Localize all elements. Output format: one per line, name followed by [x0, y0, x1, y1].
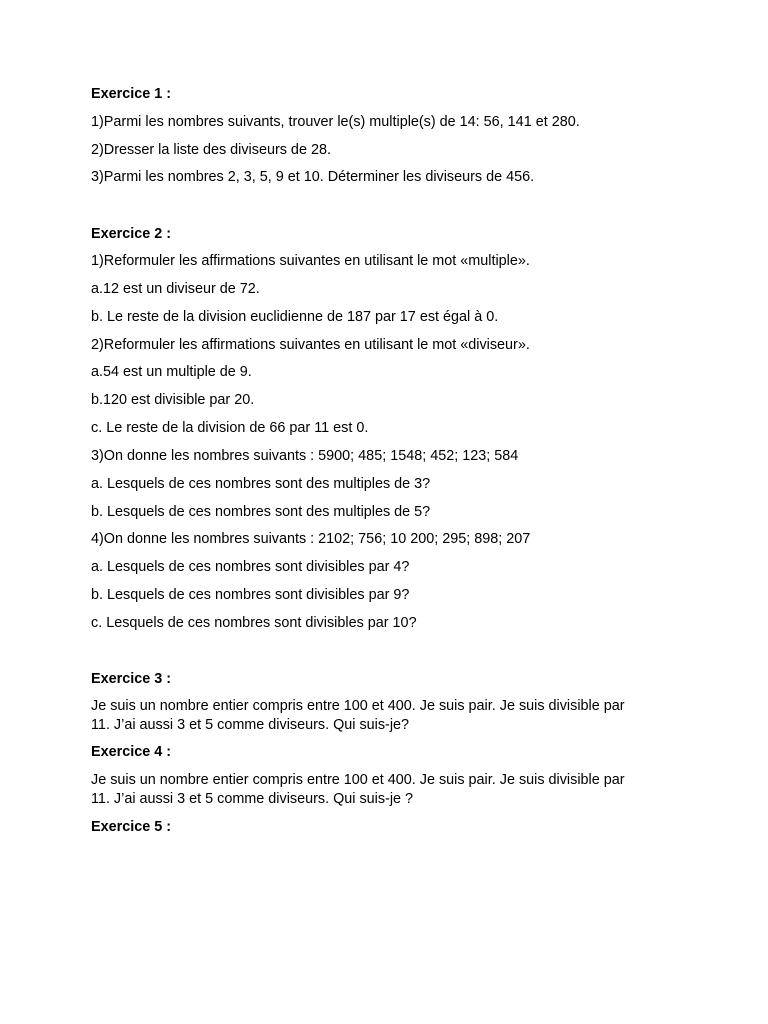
exercise-3-line-1: Je suis un nombre entier compris entre 100 et 400. Je suis pair. Je suis divisible par: [91, 698, 625, 714]
exercise-4-line-2: 11. J’ai aussi 3 et 5 comme diviseurs. Qui suis-je ?: [91, 791, 414, 807]
exercise-3-title: Exercice 3 :: [91, 671, 172, 687]
exercise-2-line-4: 2)Reformuler les affirmations suivantes en utilisant le mot «diviseur».: [91, 337, 530, 353]
exercise-2-line-1: 1)Reformuler les affirmations suivantes en utilisant le mot «multiple».: [91, 253, 530, 269]
exercise-2-line-5: a.54 est un multiple de 9.: [91, 364, 252, 380]
exercise-3-line-2: 11. J’ai aussi 3 et 5 comme diviseurs. Qui suis-je?: [91, 717, 410, 733]
exercise-1-line-1: 1)Parmi les nombres suivants, trouver le(s) multiple(s) de 14: 56, 141 et 280.: [91, 114, 580, 130]
exercise-2-line-7: c. Le reste de la division de 66 par 11 est 0.: [91, 420, 369, 436]
exercise-2-line-3: b. Le reste de la division euclidienne de 187 par 17 est égal à 0.: [91, 309, 499, 325]
exercise-2-line-12: a. Lesquels de ces nombres sont divisibles par 4?: [91, 559, 410, 575]
exercise-1-line-3: 3)Parmi les nombres 2, 3, 5, 9 et 10. Déterminer les diviseurs de 456.: [91, 169, 535, 185]
exercise-5-title: Exercice 5 :: [91, 819, 172, 835]
exercise-2-line-10: b. Lesquels de ces nombres sont des multiples de 5?: [91, 504, 431, 520]
exercise-2-line-14: c. Lesquels de ces nombres sont divisibles par 10?: [91, 615, 417, 631]
exercise-4-title: Exercice 4 :: [91, 744, 172, 760]
exercise-2-line-9: a. Lesquels de ces nombres sont des multiples de 3?: [91, 476, 431, 492]
exercise-4-line-1: Je suis un nombre entier compris entre 100 et 400. Je suis pair. Je suis divisible par: [91, 772, 625, 788]
exercise-1-line-2: 2)Dresser la liste des diviseurs de 28.: [91, 142, 331, 158]
exercise-2-line-8: 3)On donne les nombres suivants : 5900; 485; 1548; 452; 123; 584: [91, 448, 519, 464]
exercise-2-title: Exercice 2 :: [91, 226, 172, 242]
exercise-2-line-13: b. Lesquels de ces nombres sont divisibles par 9?: [91, 587, 410, 603]
exercise-2-line-6: b.120 est divisible par 20.: [91, 392, 255, 408]
exercise-1-title: Exercice 1 :: [91, 86, 172, 102]
exercise-2-line-2: a.12 est un diviseur de 72.: [91, 281, 260, 297]
exercise-2-line-11: 4)On donne les nombres suivants : 2102; 756; 10 200; 295; 898; 207: [91, 531, 531, 547]
